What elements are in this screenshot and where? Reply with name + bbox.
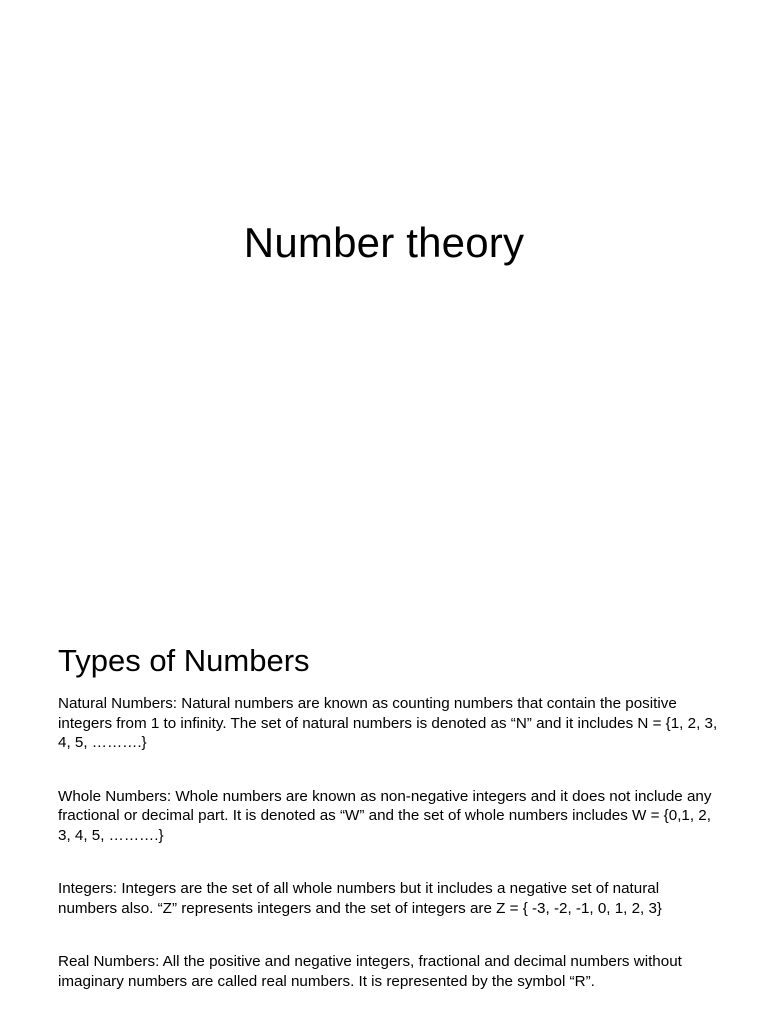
- integers-paragraph: Integers: Integers are the set of all whole numbers but it includes a negative set of natural numbers also. “Z” represents integers and the set of integers are Z = { -3, -2, -1, 0, 1, 2, 3}: [58, 880, 663, 917]
- slide-title: Number theory: [243, 219, 525, 266]
- real-numbers-paragraph: Real Numbers: All the positive and negative integers, fractional and decimal numbers without imaginary numbers are called real numbers. It is represented by the symbol “R”.: [58, 953, 682, 990]
- natural-numbers-paragraph: Natural Numbers: Natural numbers are known as counting numbers that contain the positive integers from 1 to infinity. The set of natural numbers is denoted as “N” and it includes N = {1, 2, 3, 4, 5, ……….}: [58, 695, 718, 751]
- whole-numbers-paragraph: Whole Numbers: Whole numbers are known as non-negative integers and it does not include any fractional or decimal part. It is denoted as “W” and the set of whole numbers includes W = {0,1, 2, 3, 4, 5, ……….}: [58, 787, 712, 844]
- types-of-numbers-section: [58, 640, 718, 991]
- section-heading: Types of Numbers: [58, 643, 310, 678]
